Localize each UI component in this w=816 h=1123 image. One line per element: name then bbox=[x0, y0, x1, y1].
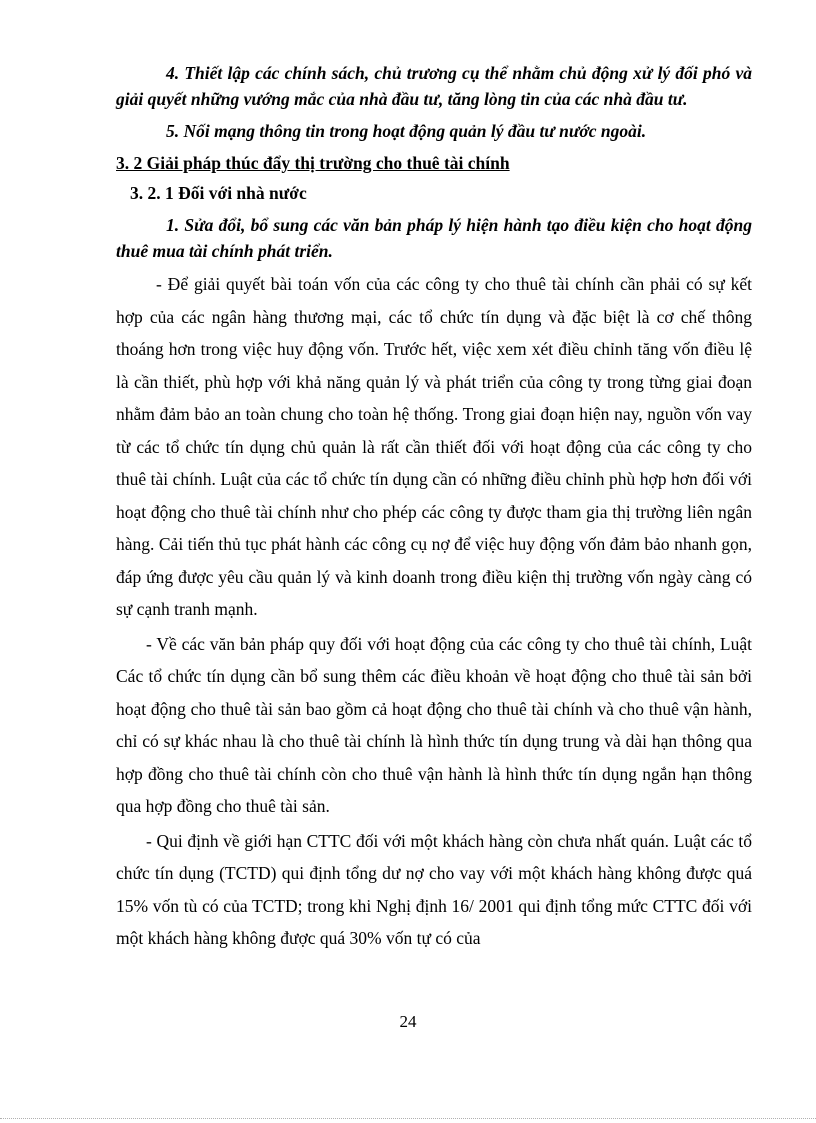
page-bottom-divider bbox=[0, 1118, 816, 1119]
item-1-title: 1. Sửa đổi, bổ sung các văn bản pháp lý hiện hành tạo điều kiện cho hoạt động thuê mua tài chính phát triển. bbox=[116, 215, 752, 261]
paragraph-capital: - Để giải quyết bài toán vốn của các công ty cho thuê tài chính cần phải có sự kết hợp của các ngân hàng thương mại, các tổ chức tín dụng và đặc biệt là cơ chế thông thoáng hơn trong việc huy động vốn. Trước hết, việc xem xét điều chỉnh tăng vốn điều lệ là cần thiết, phù hợp với khả năng quản lý và phát triển của công ty trong từng giai đoạn nhằm đảm bảo an toàn chung cho toàn hệ thống. Trong giai đoạn hiện nay, nguồn vốn vay từ các tổ chức tín dụng chủ quản là rất cần thiết đối với hoạt động của các công ty cho thuê tài chính. Luật của các tổ chức tín dụng cần có những điều chỉnh phù hợp hơn đối với hoạt động cho thuê tài chính như cho phép các công ty được tham gia thị trường liên ngân hàng. Cải tiến thủ tục phát hành các công cụ nợ để việc huy động vốn đảm bảo nhanh gọn, đáp ứng được yêu cầu quản lý và kinh doanh trong điều kiện thị trường vốn ngày càng có sự cạnh tranh mạnh. bbox=[116, 274, 752, 619]
subsection-heading: 3. 2. 1 Đối với nhà nước bbox=[130, 183, 307, 203]
point-4: 4. Thiết lập các chính sách, chủ trương cụ thể nhằm chủ động xử lý đối phó và giải quyết những vướng mắc của nhà đầu tư, tăng lòng tin của các nhà đầu tư. bbox=[116, 63, 752, 109]
page-number: 24 bbox=[399, 1012, 417, 1031]
section-heading: 3. 2 Giải pháp thúc đẩy thị trường cho thuê tài chính bbox=[116, 153, 510, 173]
paragraph-legal-documents: - Về các văn bản pháp quy đối với hoạt động của các công ty cho thuê tài chính, Luật Các tổ chức tín dụng cần bổ sung thêm các điều khoản về hoạt động cho thuê tài sản bởi hoạt động cho thuê tài sản bao gồm cả hoạt động cho thuê tài chính và cho thuê vận hành, chỉ có sự khác nhau là cho thuê tài chính là hình thức tín dụng trung và dài hạn thông qua hợp đồng cho thuê tài chính còn cho thuê vận hành là hình thức tín dụng ngắn hạn thông qua hợp đồng cho thuê tài sản. bbox=[116, 633, 752, 816]
point-5: 5. Nối mạng thông tin trong hoạt động quản lý đầu tư nước ngoài. bbox=[166, 121, 647, 141]
paragraph-limits: - Qui định về giới hạn CTTC đối với một khách hàng còn chưa nhất quán. Luật các tổ chức tín dụng (TCTD) qui định tổng dư nợ cho vay với một khách hàng không được quá 15% vốn tù có của TCTD; trong khi Nghị định 16/ 2001 qui định tổng mức CTTC đối với một khách hàng không được quá 30% vốn tự có của bbox=[116, 830, 752, 948]
section-heading-container bbox=[116, 150, 752, 176]
page-content bbox=[116, 60, 752, 955]
